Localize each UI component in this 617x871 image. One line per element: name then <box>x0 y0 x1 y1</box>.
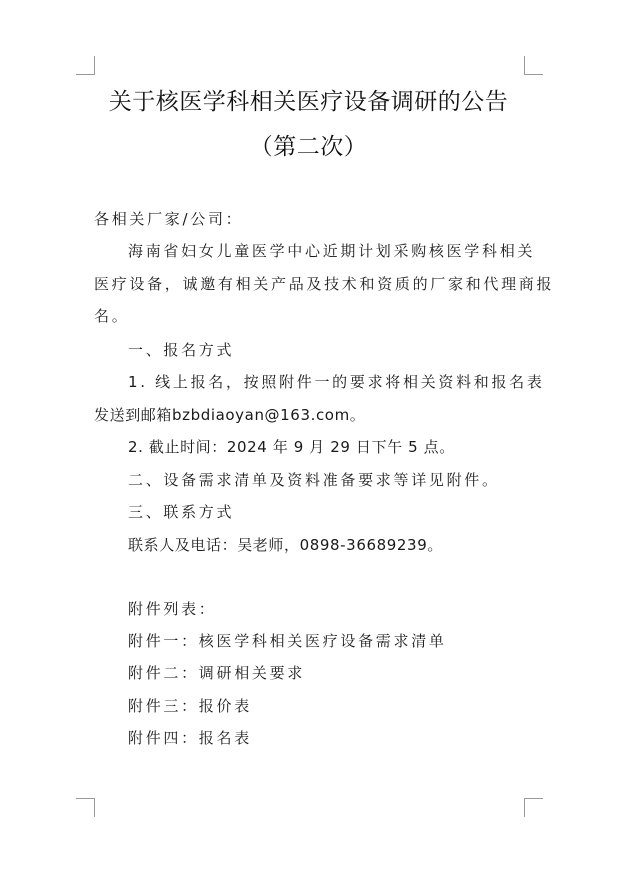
section-1-item-1-line-2: 发送到邮箱bzbdiaoyan@163.com。 <box>94 406 366 424</box>
section-1-heading: 一、报名方式 <box>128 341 235 359</box>
page-corner-mark-bottom-left <box>76 798 95 817</box>
section-3-heading: 三、联系方式 <box>128 503 235 521</box>
attachment-item-1: 附件一：核医学科相关医疗设备需求清单 <box>128 632 447 650</box>
attachment-item-2: 附件二：调研相关要求 <box>128 664 306 682</box>
attachments-heading: 附件列表： <box>128 600 217 618</box>
page-corner-mark-top-right <box>524 56 543 75</box>
intro-line-3: 名。 <box>94 307 130 325</box>
section-2-heading: 二、设备需求清单及资料准备要求等详见附件。 <box>128 471 500 489</box>
document-title: 关于核医学科相关医疗设备调研的公告 <box>108 89 509 115</box>
page-corner-mark-top-left <box>76 56 95 75</box>
attachment-item-4: 附件四：报名表 <box>128 729 252 747</box>
intro-line-1: 海南省妇女儿童医学中心近期计划采购核医学科相关 <box>128 242 536 260</box>
contact-info: 联系人及电话：吴老师，0898-36689239。 <box>128 536 443 554</box>
salutation: 各相关厂家/公司： <box>94 210 244 228</box>
attachment-item-3: 附件三：报价表 <box>128 697 252 715</box>
section-1-item-2: 2. 截止时间：2024 年 9 月 29 日下午 5 点。 <box>128 438 455 456</box>
intro-line-2: 医疗设备，诚邀有相关产品及技术和资质的厂家和代理商报 <box>94 275 555 293</box>
page-corner-mark-bottom-right <box>524 798 543 817</box>
section-1-item-1-line-1: 1. 线上报名，按照附件一的要求将相关资料和报名表 <box>128 373 545 391</box>
document-subtitle: （第二次） <box>249 134 368 160</box>
